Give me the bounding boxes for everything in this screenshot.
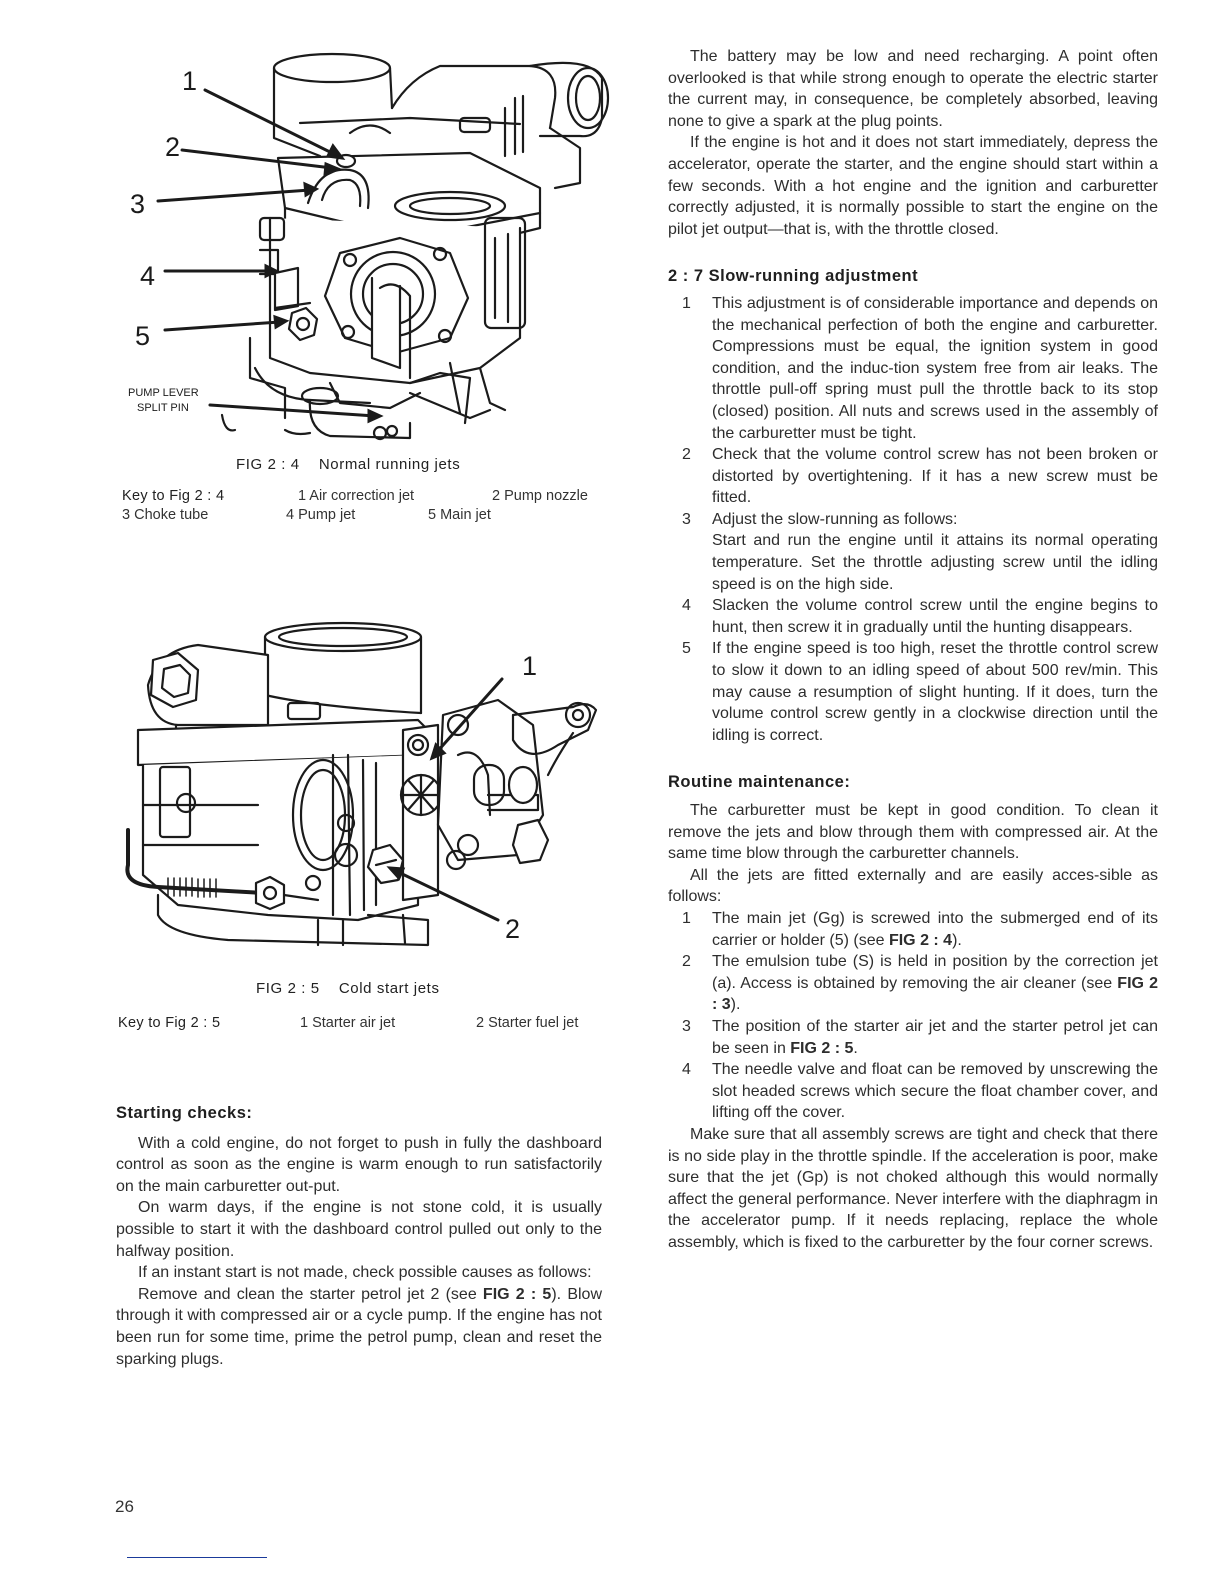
routine-list bbox=[668, 908, 1158, 1124]
fig24-key-item-1: 1 Air correction jet bbox=[298, 488, 415, 504]
text: Remove and clean the starter petrol jet 2 (see bbox=[138, 1285, 483, 1303]
figure-reference: FIG 2 : 4 bbox=[888, 931, 953, 949]
figure-2-4 bbox=[110, 38, 630, 448]
figure-2-5 bbox=[118, 615, 618, 975]
footer-rule bbox=[127, 1557, 267, 1558]
text: ). Blow through it with compressed air or a cycle pump. If the engine has not been run for some time, prime the petrol pump, clean and reset the sparking plugs. bbox=[116, 1285, 603, 1368]
list-item: 3 Adjust the slow-running as follows: Start and run the engine until it attains its normal operating temperature. Set the throttle adjusting screw until the idling speed is on the high side. bbox=[682, 510, 1158, 593]
left-column bbox=[116, 1103, 602, 1370]
carburetter-cold-start-illustration bbox=[118, 615, 618, 975]
fig25-callout-2: 2 bbox=[505, 914, 521, 944]
right-column bbox=[668, 46, 1158, 1253]
fig25-callout-1: 1 bbox=[522, 651, 538, 681]
fig25-caption-title: Cold start jets bbox=[338, 980, 440, 997]
figure-reference: FIG 2 : 5 bbox=[790, 1039, 854, 1057]
paragraph: If the engine is hot and it does not start immediately, depress the accelerator, operate the starter, and the engine should start within a few seconds. With a hot engine and the ignition and carburetter correctly adjusted, it is normally possible to start the engine on the pilot jet output—that is, with the throttle closed. bbox=[668, 134, 1158, 238]
fig25-caption bbox=[256, 980, 440, 997]
fig25-key bbox=[118, 1015, 618, 1034]
fig24-caption-title: Normal running jets bbox=[318, 456, 461, 473]
fig24-caption-label: FIG 2 : 4 bbox=[236, 456, 300, 473]
fig24-key-item-3: 3 Choke tube bbox=[122, 507, 209, 523]
list-item: 5 If the engine speed is too high, reset the throttle control screw to slow it down to an idling speed of about 500 rev/min. This may cause a resumption of slight hunting. If it does, turn the volume control screw gently in a clockwise direction until the idling is correct. bbox=[682, 640, 1158, 744]
paragraph-remove-clean bbox=[116, 1284, 602, 1370]
list-item: 1 The main jet (Gg) is screwed into the submerged end of its carrier or holder (5) (see FIG 2 : 4). bbox=[682, 909, 1158, 949]
fig24-annotation-pump-lever: PUMP LEVER bbox=[128, 387, 199, 399]
paragraph: With a cold engine, do not forget to push in fully the dashboard control as soon as the engine is warm enough to run satisfactorily on the main carburetter out-put. bbox=[116, 1134, 602, 1195]
fig24-callout-4: 4 bbox=[140, 261, 156, 291]
fig24-callout-5: 5 bbox=[135, 321, 151, 351]
list-item: 4 The needle valve and float can be removed by unscrewing the slot headed screws which secure the float chamber cover, and lifting off the cover. bbox=[682, 1061, 1158, 1122]
list-item-subtext: Start and run the engine until it attains its normal operating temperature. Set the throttle adjusting screw until the idling speed is on the high side. bbox=[712, 532, 1158, 593]
paragraph: All the jets are fitted externally and are easily acces-sible as follows: bbox=[668, 866, 1158, 906]
fig25-caption-label: FIG 2 : 5 bbox=[256, 980, 320, 997]
list-item: 1 This adjustment is of considerable importance and depends on the mechanical perfection of both the engine and carburetter. Compressions must be equal, the ignition system in good condition, and the induc-tion system free from air leaks. The throttle pull-off spring must pull the throttle back to its stop (closed) position. All nuts and screws used in the assembly of the carburetter must be tight. bbox=[682, 294, 1158, 442]
carburetter-normal-running-illustration bbox=[110, 38, 630, 448]
fig24-callout-1: 1 bbox=[182, 66, 198, 96]
heading-starting-checks: Starting checks: bbox=[116, 1104, 253, 1122]
fig25-key-item-1: 1 Starter air jet bbox=[300, 1015, 396, 1031]
figure-reference: FIG 2 : 5 bbox=[482, 1285, 552, 1303]
fig24-key bbox=[122, 488, 622, 526]
heading-routine-maintenance: Routine maintenance: bbox=[668, 773, 851, 792]
fig25-key-item-2: 2 Starter fuel jet bbox=[476, 1015, 579, 1031]
fig24-key-label: Key to Fig 2 : 4 bbox=[122, 488, 225, 504]
fig24-key-item-2: 2 Pump nozzle bbox=[492, 488, 588, 504]
page-number: 26 bbox=[115, 1497, 134, 1516]
slow-running-list bbox=[668, 293, 1158, 746]
paragraph: Make sure that all assembly screws are tight and check that there is no side play in the throttle spindle. If the acceleration is poor, make sure that the jet (Gp) is not choked although this would normally affect the general performance. Never interfere with the diaphragm in the accelerator pump. If it needs replacing, replace the whole assembly, which is fixed to the carburetter by the four corner screws. bbox=[668, 1125, 1158, 1251]
paragraph: The carburetter must be kept in good condition. To clean it remove the jets and blow through them with compressed air. At the same time blow through the carburetter channels. bbox=[668, 802, 1158, 863]
fig24-callout-2: 2 bbox=[165, 132, 181, 162]
list-item: 2 The emulsion tube (S) is held in position by the correction jet (a). Access is obtained by removing the air cleaner (see FIG 2 : 3). bbox=[682, 953, 1158, 1014]
fig25-key-label: Key to Fig 2 : 5 bbox=[118, 1015, 221, 1031]
list-item: 3 The position of the starter air jet and the starter petrol jet can be seen in FIG 2 : 5. bbox=[682, 1017, 1158, 1057]
fig24-caption bbox=[236, 456, 460, 473]
fig24-annotation-split-pin: SPLIT PIN bbox=[137, 402, 189, 414]
fig24-key-item-5: 5 Main jet bbox=[428, 507, 491, 523]
paragraph: The battery may be low and need recharging. A point often overlooked is that while strong enough to operate the electric starter the current may, in consequence, be completely absorbed, leaving none to give a spark at the plug points. bbox=[668, 48, 1158, 130]
figure-reference: FIG 2 : 3 bbox=[712, 974, 1158, 1014]
fig24-callout-3: 3 bbox=[130, 189, 146, 219]
heading-slow-running: 2 : 7 Slow-running adjustment bbox=[668, 267, 919, 286]
paragraph: If an instant start is not made, check possible causes as follows: bbox=[138, 1264, 592, 1282]
fig24-key-item-4: 4 Pump jet bbox=[286, 507, 356, 523]
list-item: 4 Slacken the volume control screw until the engine begins to hunt, then screw it in gradually until the hunting disappears. bbox=[682, 597, 1158, 636]
paragraph: On warm days, if the engine is not stone cold, it is usually possible to start it with the dashboard control pulled out only to the halfway position. bbox=[116, 1199, 602, 1260]
list-item: 2 Check that the volume control screw has not been broken or distorted by overtightening. If it has a new screw must be fitted. bbox=[682, 446, 1158, 507]
